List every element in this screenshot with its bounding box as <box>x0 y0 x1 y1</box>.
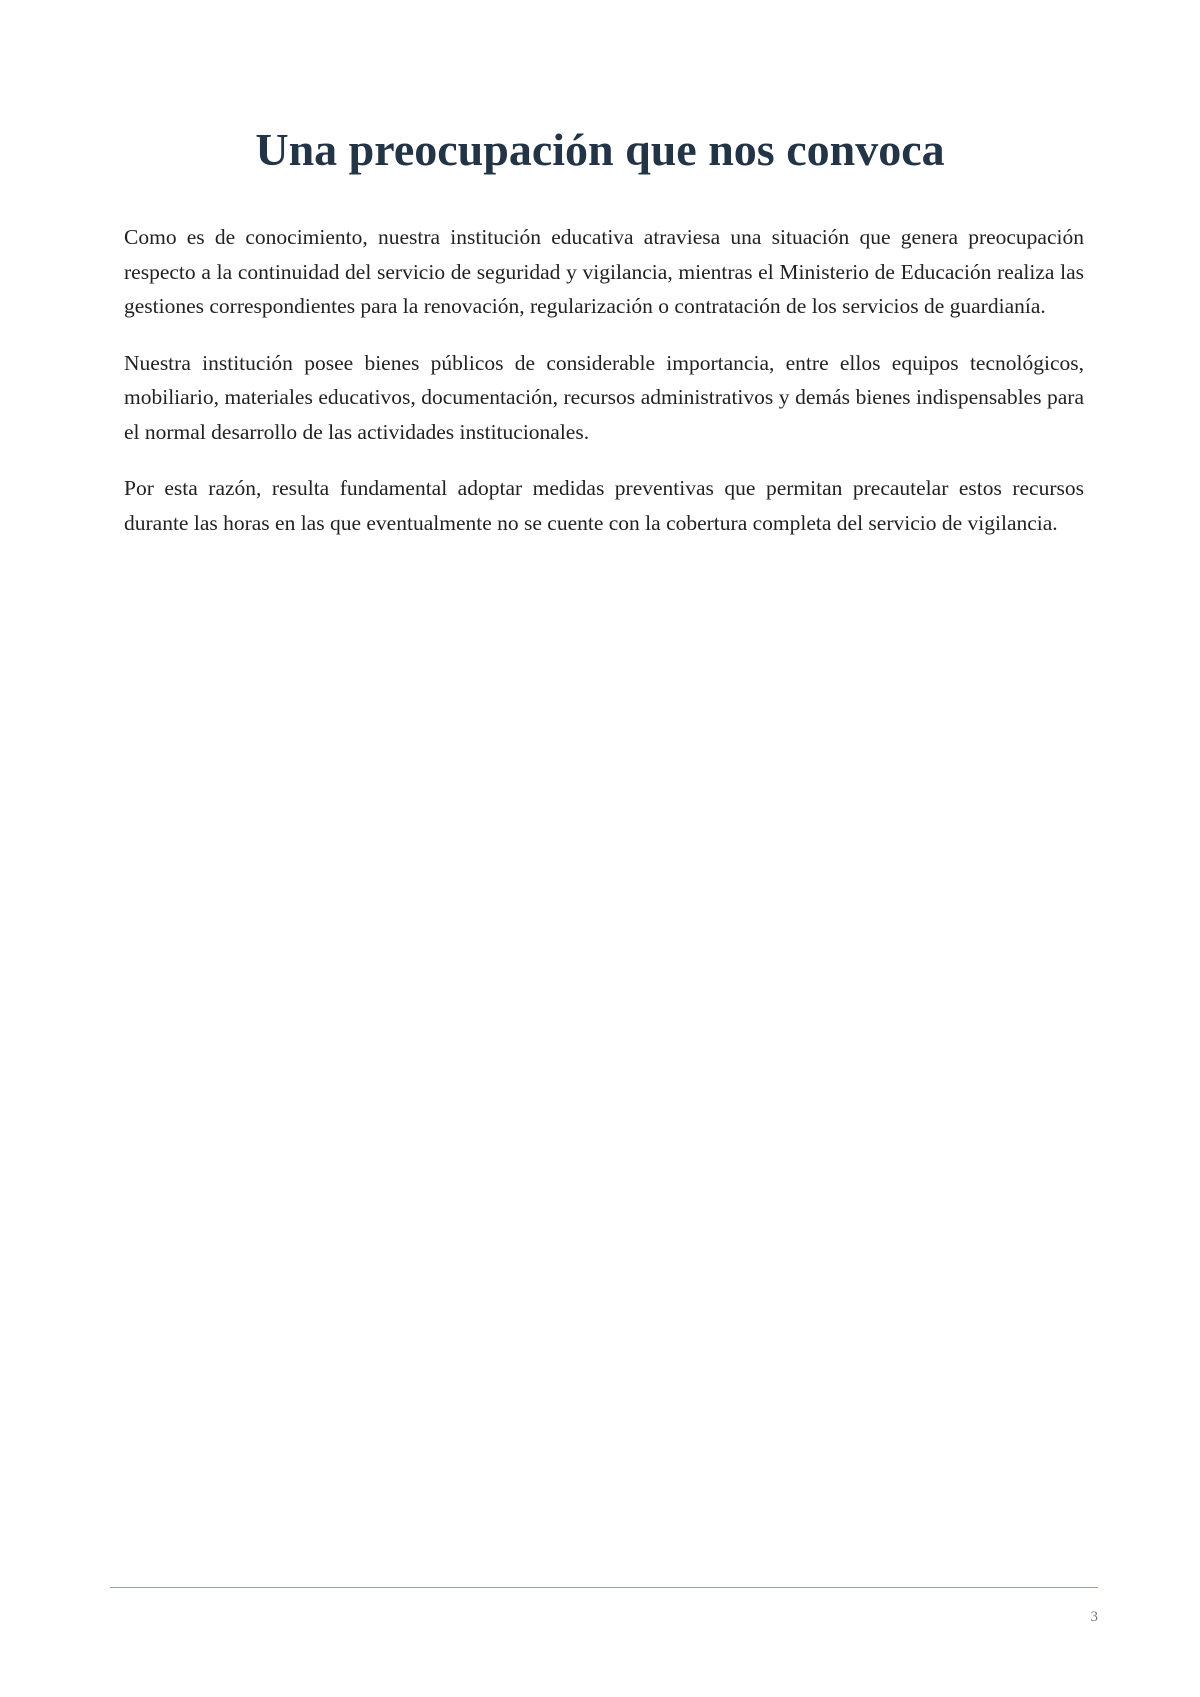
paragraph-3: Por esta razón, resulta fundamental adoptar medidas preventivas que permitan precautelar estos recursos durante las horas en las que eventualmente no se cuente con la cobertura completa del servicio de vigilancia. <box>124 476 1084 535</box>
page-title: Una preocupación que nos convoca <box>255 124 945 175</box>
body-text <box>124 220 1084 562</box>
footer-divider <box>110 1587 1098 1588</box>
page-number: 3 <box>1090 1609 1098 1625</box>
paragraph-2: Nuestra institución posee bienes públicos de considerable importancia, entre ellos equipos tecnológicos, mobiliario, materiales educativos, documentación, recursos administrativos y demás bienes indispensables para el normal desarrollo de las actividades institucionales. <box>124 350 1084 444</box>
paragraph-1: Como es de conocimiento, nuestra institución educativa atraviesa una situación que genera preocupación respecto a la continuidad del servicio de seguridad y vigilancia, mientras el Ministerio de Educación realiza las gestiones correspondientes para la renovación, regularización o contratación de los servicios de guardianía. <box>124 225 1084 318</box>
